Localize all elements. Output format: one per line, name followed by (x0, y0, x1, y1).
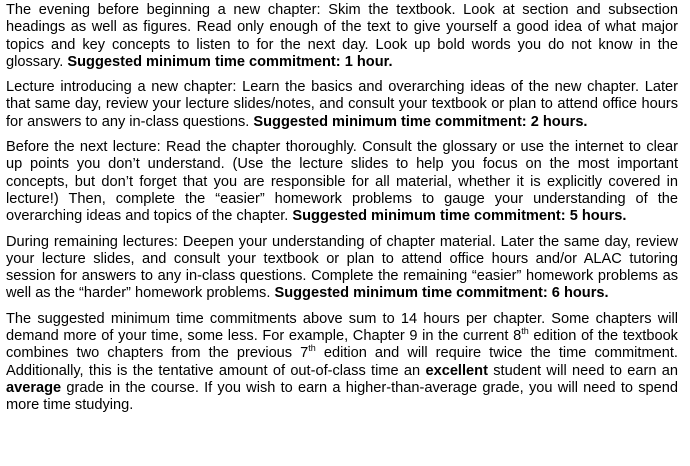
paragraph-remaining-lectures (6, 234, 678, 303)
summary-text: edition and will require twice the time commitment. Additionally, this is the tentative amount of out-of-class time an (6, 345, 678, 379)
document-page (6, 2, 678, 423)
summary-text: grade in the course. If you wish to earn a higher-than-average grade, you will need to spend more time studying. (6, 379, 678, 414)
time-commitment: Suggested minimum time commitment: 6 hours. (274, 285, 609, 302)
emphasis-excellent: excellent (425, 362, 488, 379)
paragraph-text: Lecture introducing a new chapter: Learn the basics and overarching ideas of the new chapter. Later that same day, review your lecture slides/notes, and consult your textbook or plan to attend office hours for answers to any in-class questions. (6, 79, 678, 130)
paragraph-lecture-introducing (6, 79, 678, 131)
time-commitment: Suggested minimum time commitment: 1 hour. (67, 53, 393, 70)
time-commitment: Suggested minimum time commitment: 2 hours. (253, 113, 588, 130)
paragraph-evening-before (6, 2, 678, 71)
superscript: th (521, 326, 529, 337)
paragraph-summary (6, 311, 678, 415)
summary-text: student will need to earn an (487, 362, 678, 379)
paragraph-text: During remaining lectures: Deepen your understanding of chapter material. Later the same day, review your lecture slides, and consult your textbook or plan to attend office hours and/or ALAC tutoring session for answers to any in-class questions. Complete the remaining “easier” homework problems as well as the “harder” homework problems. (6, 233, 678, 302)
summary-text: The suggested minimum time commitments above sum to 14 hours per chapter. Some chapters will demand more of your time, some less. For example, Chapter 9 in the current 8 (6, 310, 678, 345)
emphasis-average: average (6, 379, 62, 396)
paragraph-text: The evening before beginning a new chapter: Skim the textbook. Look at section and subsection headings as well as figures. Read only enough of the text to give yourself a good idea of what major topics and key concepts to listen to for the next day. Look up bold words you do not know in the glossary. (6, 2, 678, 70)
paragraph-text: Before the next lecture: Read the chapter thoroughly. Consult the glossary or use the internet to clear up points you don’t understand. (Use the lecture slides to help you focus on the most important concepts, but don’t forget that you are responsible for all material, whether it is explicitly covered in lecture!) Then, complete the “easier” homework problems to gauge your understanding of the overarching ideas and topics of the chapter. (6, 139, 678, 225)
superscript: th (308, 343, 316, 354)
time-commitment: Suggested minimum time commitment: 5 hours. (292, 208, 627, 225)
paragraph-before-next-lecture (6, 139, 678, 225)
summary-text: edition of the textbook combines two chapters from the previous 7 (6, 328, 678, 362)
